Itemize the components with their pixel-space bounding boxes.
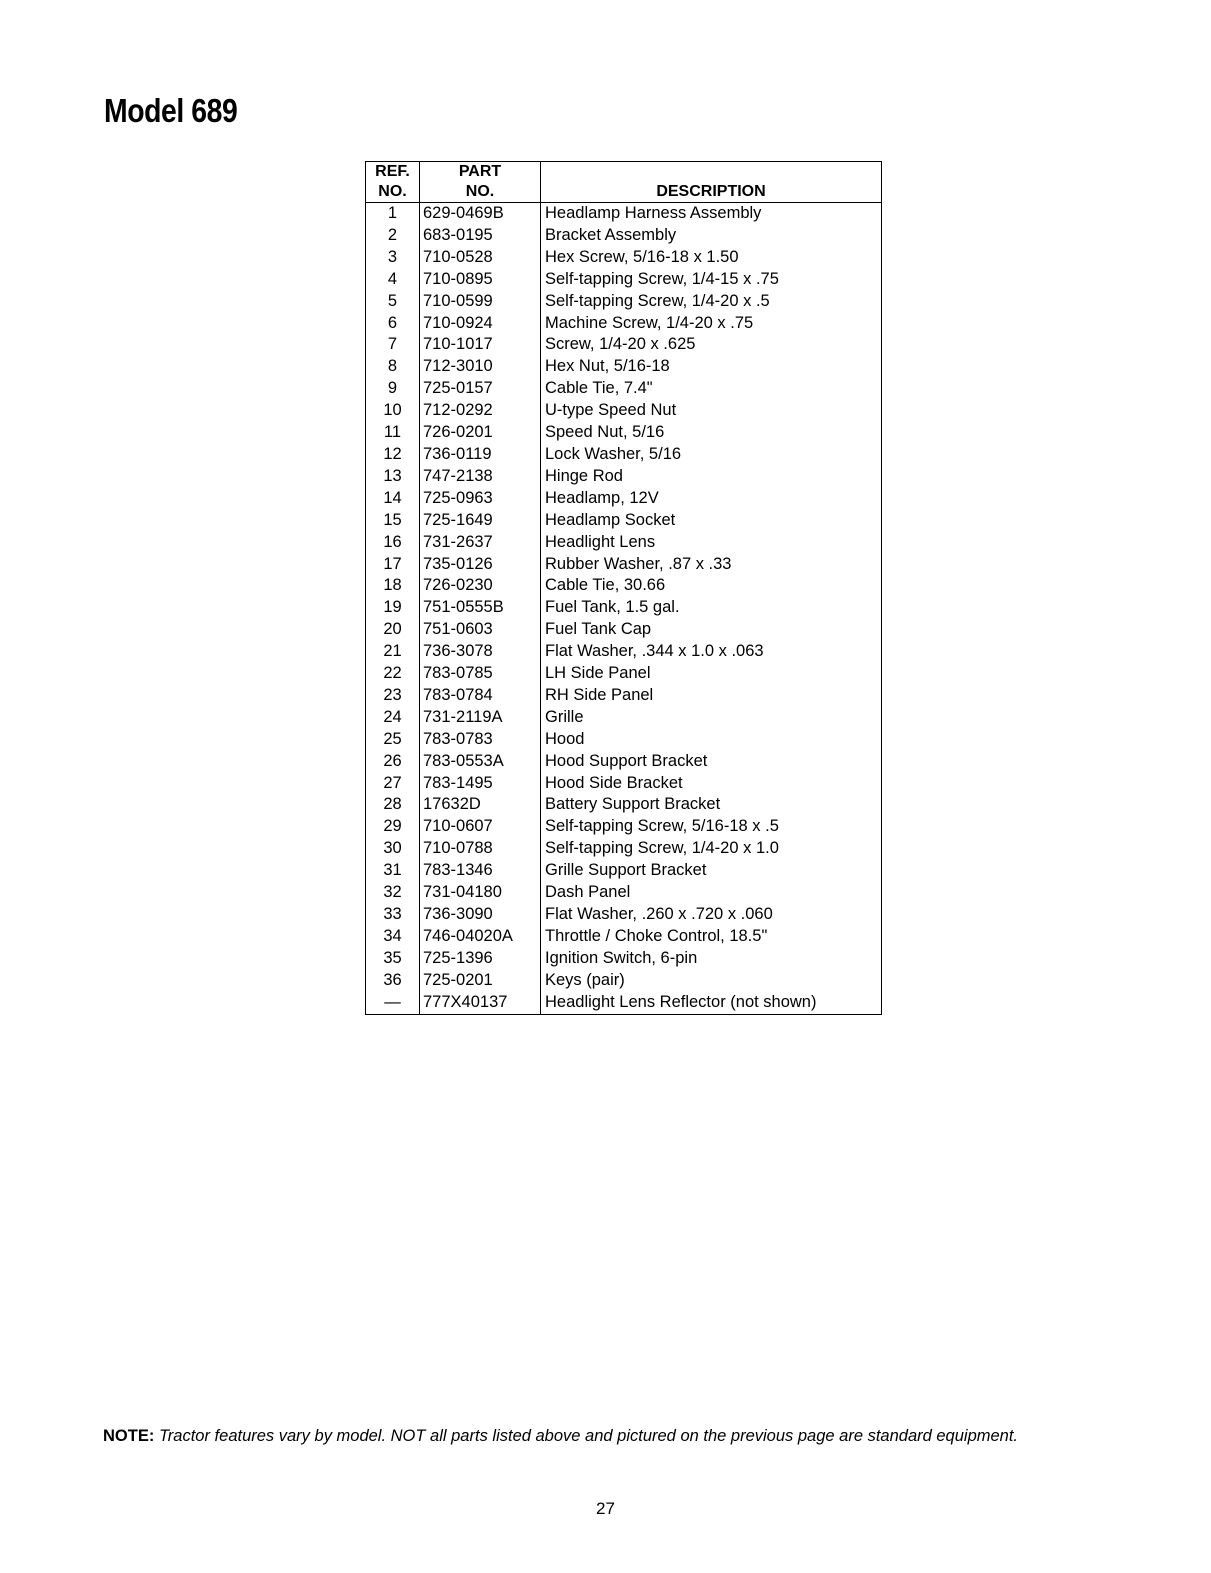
description-cell: Flat Washer, .260 x .720 x .060 — [545, 905, 773, 923]
ref-no-cell: 24 — [366, 707, 420, 729]
table-row — [366, 729, 882, 751]
part-no-cell: 725-0157 — [420, 378, 541, 400]
note-text: Tractor features vary by model. NOT all parts listed above and pictured on the previous page are standard equipment. — [158, 1427, 1019, 1445]
description-cell: Headlight Lens — [545, 532, 656, 551]
ref-no-cell: 36 — [366, 970, 420, 992]
header-description: DESCRIPTION — [541, 162, 882, 203]
part-no-cell: 777X40137 — [420, 992, 541, 1014]
part-no-cell: 736-3090 — [420, 904, 541, 926]
ref-no-cell: 6 — [366, 313, 420, 335]
parts-table-body — [366, 203, 882, 1015]
ref-no-cell: 8 — [366, 356, 420, 378]
table-row — [366, 532, 882, 554]
header-part-no — [420, 162, 541, 203]
table-row — [366, 992, 882, 1014]
part-no-cell: 683-0195 — [420, 225, 541, 247]
parts-table-header — [366, 162, 882, 203]
ref-no-cell: 29 — [366, 816, 420, 838]
part-no-cell: 726-0230 — [420, 575, 541, 597]
part-no-cell: 17632D — [420, 794, 541, 816]
part-no-cell: 710-0788 — [420, 838, 541, 860]
description-cell: Grille — [545, 707, 584, 726]
ref-no-cell: 20 — [366, 619, 420, 641]
part-no-cell: 783-0784 — [420, 685, 541, 707]
part-no-cell: 710-0607 — [420, 816, 541, 838]
description-cell: Throttle / Choke Control, 18.5" — [545, 926, 768, 945]
table-row — [366, 334, 882, 356]
description-cell: U-type Speed Nut — [545, 401, 677, 420]
part-no-cell: 710-0895 — [420, 269, 541, 291]
ref-no-cell: 12 — [366, 444, 420, 466]
header-part-line2: NO. — [465, 183, 495, 200]
table-row — [366, 904, 882, 926]
part-no-cell: 629-0469B — [420, 203, 541, 225]
ref-no-cell: 17 — [366, 554, 420, 576]
description-cell: Lock Washer, 5/16 — [545, 444, 682, 463]
part-no-cell: 731-2637 — [420, 532, 541, 554]
ref-no-cell: 3 — [366, 247, 420, 269]
part-no-cell: 736-3078 — [420, 641, 541, 663]
description-cell: Self-tapping Screw, 1/4-15 x .75 — [545, 269, 779, 288]
part-no-cell: 725-1649 — [420, 510, 541, 532]
ref-no-cell: 9 — [366, 378, 420, 400]
part-no-cell: 725-0963 — [420, 488, 541, 510]
description-cell: Hex Nut, 5/16-18 — [545, 357, 670, 376]
description-cell: Speed Nut, 5/16 — [545, 423, 665, 442]
description-cell: Keys (pair) — [545, 970, 625, 989]
part-no-cell: 710-0924 — [420, 313, 541, 335]
part-no-cell: 731-2119A — [420, 707, 541, 729]
part-no-cell: 751-0555B — [420, 597, 541, 619]
description-cell: Hex Screw, 5/16-18 x 1.50 — [545, 247, 739, 266]
description-cell: Battery Support Bracket — [545, 795, 721, 814]
table-row — [366, 619, 882, 641]
part-no-cell: 783-0553A — [420, 751, 541, 773]
part-no-cell: 710-1017 — [420, 334, 541, 356]
ref-no-cell: 2 — [366, 225, 420, 247]
table-row — [366, 444, 882, 466]
description-cell: Cable Tie, 30.66 — [545, 576, 666, 595]
parts-table — [365, 161, 882, 1015]
part-no-cell: 725-1396 — [420, 948, 541, 970]
description-cell: Self-tapping Screw, 1/4-20 x 1.0 — [545, 839, 779, 858]
part-no-cell: 735-0126 — [420, 554, 541, 576]
table-row — [366, 860, 882, 882]
part-no-cell: 710-0528 — [420, 247, 541, 269]
table-row — [366, 838, 882, 860]
ref-no-cell: 1 — [366, 203, 420, 225]
ref-no-cell: 23 — [366, 685, 420, 707]
part-no-cell: 725-0201 — [420, 970, 541, 992]
part-no-cell: 783-1346 — [420, 860, 541, 882]
ref-no-cell: 13 — [366, 466, 420, 488]
table-row — [366, 970, 882, 992]
header-part-line1: PART — [458, 163, 502, 180]
ref-no-cell: 14 — [366, 488, 420, 510]
ref-no-cell: 18 — [366, 575, 420, 597]
description-cell: Hood Support Bracket — [545, 751, 708, 770]
ref-no-cell: 19 — [366, 597, 420, 619]
table-row — [366, 225, 882, 247]
ref-no-cell: 11 — [366, 422, 420, 444]
page-number: 27 — [596, 1499, 615, 1518]
table-row — [366, 400, 882, 422]
part-no-cell: 726-0201 — [420, 422, 541, 444]
table-row — [366, 685, 882, 707]
ref-no-cell: 28 — [366, 794, 420, 816]
part-no-cell: 731-04180 — [420, 882, 541, 904]
description-cell: Machine Screw, 1/4-20 x .75 — [545, 313, 754, 332]
description-cell: Self-tapping Screw, 5/16-18 x .5 — [545, 817, 779, 836]
description-cell: Headlamp Socket — [545, 510, 676, 529]
ref-no-cell: 25 — [366, 729, 420, 751]
table-row — [366, 378, 882, 400]
part-no-cell: 783-0785 — [420, 663, 541, 685]
ref-no-cell: 7 — [366, 334, 420, 356]
part-no-cell: 736-0119 — [420, 444, 541, 466]
description-cell: Headlamp Harness Assembly — [545, 204, 762, 222]
ref-no-cell: 35 — [366, 948, 420, 970]
table-row — [366, 816, 882, 838]
table-row — [366, 773, 882, 795]
description-cell: Dash Panel — [545, 883, 631, 902]
table-row — [366, 926, 882, 948]
header-ref-line2: NO. — [378, 183, 407, 200]
ref-no-cell: — — [366, 992, 420, 1014]
ref-no-cell: 22 — [366, 663, 420, 685]
table-row — [366, 203, 882, 225]
table-row — [366, 422, 882, 444]
description-cell: Rubber Washer, .87 x .33 — [545, 554, 732, 573]
table-row — [366, 575, 882, 597]
part-no-cell: 712-0292 — [420, 400, 541, 422]
description-cell: Hinge Rod — [545, 466, 623, 485]
table-row — [366, 882, 882, 904]
table-row — [366, 948, 882, 970]
ref-no-cell: 30 — [366, 838, 420, 860]
table-row — [366, 247, 882, 269]
description-cell: Self-tapping Screw, 1/4-20 x .5 — [545, 291, 770, 310]
page-title: Model 689 — [104, 92, 238, 129]
ref-no-cell: 16 — [366, 532, 420, 554]
description-cell: RH Side Panel — [545, 685, 654, 704]
description-cell: Screw, 1/4-20 x .625 — [545, 335, 696, 354]
table-row — [366, 554, 882, 576]
part-no-cell: 747-2138 — [420, 466, 541, 488]
description-cell: Hood — [545, 729, 585, 748]
table-row — [366, 751, 882, 773]
description-cell: Hood Side Bracket — [545, 773, 683, 792]
ref-no-cell: 4 — [366, 269, 420, 291]
description-cell: Bracket Assembly — [545, 225, 677, 244]
description-cell: Ignition Switch, 6-pin — [545, 948, 698, 967]
part-no-cell: 751-0603 — [420, 619, 541, 641]
header-ref-no — [366, 162, 420, 203]
part-no-cell: 783-1495 — [420, 773, 541, 795]
table-row — [366, 466, 882, 488]
description-cell: Fuel Tank Cap — [545, 620, 652, 639]
table-row — [366, 291, 882, 313]
table-row — [366, 356, 882, 378]
table-row — [366, 597, 882, 619]
header-ref-line1: REF. — [375, 163, 410, 180]
table-row — [366, 510, 882, 532]
description-cell: Flat Washer, .344 x 1.0 x .063 — [545, 642, 764, 661]
part-no-cell: 783-0783 — [420, 729, 541, 751]
description-cell: LH Side Panel — [545, 664, 651, 683]
table-row — [366, 794, 882, 816]
table-row — [366, 663, 882, 685]
table-row — [366, 641, 882, 663]
ref-no-cell: 26 — [366, 751, 420, 773]
description-cell: Headlamp, 12V — [545, 488, 659, 507]
ref-no-cell: 31 — [366, 860, 420, 882]
description-cell: Headlight Lens Reflector (not shown) — [545, 992, 817, 1011]
ref-no-cell: 34 — [366, 926, 420, 948]
part-no-cell: 710-0599 — [420, 291, 541, 313]
ref-no-cell: 21 — [366, 641, 420, 663]
part-no-cell: 746-04020A — [420, 926, 541, 948]
table-row — [366, 488, 882, 510]
ref-no-cell: 32 — [366, 882, 420, 904]
note-label: NOTE: — [103, 1427, 155, 1445]
ref-no-cell: 15 — [366, 510, 420, 532]
ref-no-cell: 5 — [366, 291, 420, 313]
description-cell: Cable Tie, 7.4" — [545, 379, 653, 398]
ref-no-cell: 27 — [366, 773, 420, 795]
ref-no-cell: 33 — [366, 904, 420, 926]
table-row — [366, 313, 882, 335]
table-row — [366, 269, 882, 291]
footnote — [103, 1427, 1018, 1446]
description-cell: Grille Support Bracket — [545, 861, 707, 880]
table-row — [366, 707, 882, 729]
part-no-cell: 712-3010 — [420, 356, 541, 378]
ref-no-cell: 10 — [366, 400, 420, 422]
description-cell: Fuel Tank, 1.5 gal. — [545, 598, 680, 617]
header-row — [366, 162, 882, 203]
